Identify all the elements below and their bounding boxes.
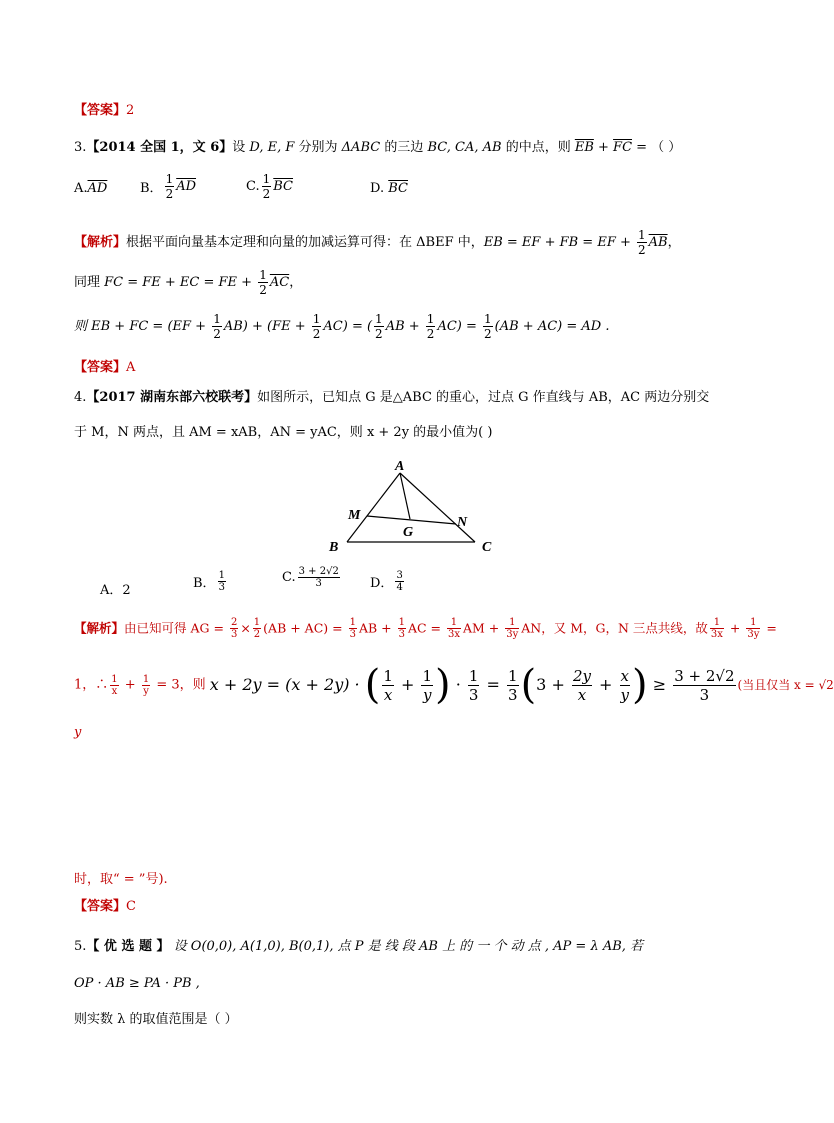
denominator: 2 <box>213 327 221 341</box>
solution-text: 时，取“ = ”号). <box>74 872 168 887</box>
fraction <box>230 617 238 640</box>
question-text: 的三边 <box>380 140 428 155</box>
option-label: D． <box>370 576 394 591</box>
solution-text: AC = <box>407 620 445 636</box>
question-vars: D, E, F <box>249 140 295 155</box>
operator: + <box>593 140 614 155</box>
vector-ac: $\overline{AC}$ <box>269 275 290 290</box>
question-triangle: ΔABC <box>341 140 381 155</box>
numerator: 1 <box>746 617 760 629</box>
question-number: 4. <box>74 390 87 405</box>
solution-text: 同理 <box>74 275 105 290</box>
fraction-third <box>218 570 226 593</box>
numerator: 1 <box>312 312 321 326</box>
fraction-half <box>165 172 175 201</box>
numerator: 1 <box>349 617 356 628</box>
option-label: B． <box>193 576 216 591</box>
question-number: 3. <box>74 140 87 155</box>
question-text: OP · AB ≥ PA · PB , <box>74 976 200 991</box>
solution-text: AM + <box>463 620 504 636</box>
denominator: 3x <box>710 629 723 640</box>
numerator: 1 <box>165 172 174 186</box>
denominator: 3x <box>447 629 460 640</box>
question-source: 【2017 湖南东部六校联考】 <box>86 390 258 405</box>
denominator: y <box>143 685 149 697</box>
denominator: 3 <box>218 582 225 593</box>
fraction <box>447 617 461 640</box>
answer-q4 <box>74 900 136 913</box>
numerator: 1 <box>398 617 405 628</box>
fraction <box>673 667 735 704</box>
solution-4-line-1 <box>74 617 777 640</box>
question-4-line-1 <box>74 391 709 404</box>
solution-text: = 3，则 <box>152 677 210 693</box>
answer-tag: 【答案】 <box>74 899 127 914</box>
fraction <box>398 617 406 640</box>
solution-equation: AB + <box>385 319 424 334</box>
numerator: 1 <box>710 617 724 629</box>
numerator: 1 <box>375 312 383 326</box>
fraction <box>110 674 118 697</box>
q4-option-a <box>100 579 131 598</box>
fraction <box>421 667 433 704</box>
solution-text: AB + <box>358 620 396 636</box>
solution-4-line-4 <box>74 873 168 886</box>
fraction <box>382 667 394 704</box>
option-vector: $\overline{BC}$ <box>273 179 294 194</box>
numerator: 1 <box>262 172 271 186</box>
operator: + <box>120 677 140 693</box>
fraction <box>710 617 724 640</box>
numerator: 2 <box>230 617 238 628</box>
denominator: 3 <box>230 629 238 640</box>
question-text: 设 <box>232 140 250 155</box>
vector-eb: $\overline{EB}$ <box>574 140 594 155</box>
denominator: 2 <box>312 327 321 341</box>
solution-text: 由已知可得 AG = <box>124 620 228 636</box>
numerator: 3 + 2√2 <box>674 666 735 685</box>
fraction <box>620 667 630 704</box>
fraction-half <box>483 312 493 341</box>
numerator: 1 <box>111 673 118 685</box>
numerator: 1 <box>638 228 646 242</box>
denominator: y <box>620 685 630 704</box>
fraction-option-d <box>395 570 403 593</box>
option-label: A. <box>74 181 88 196</box>
denominator: 3 <box>699 685 710 704</box>
denominator: 3 <box>315 578 322 589</box>
denominator: 3 <box>398 629 405 640</box>
answer-tag: 【答案】 <box>74 103 127 118</box>
solution-text: 1，∴ <box>74 677 109 693</box>
fraction-half <box>212 312 222 341</box>
question-5-line-1 <box>74 940 643 953</box>
operator: + <box>725 620 745 636</box>
q3-option-c <box>246 172 293 201</box>
label-m: M <box>348 508 361 523</box>
label-b: B <box>329 540 339 555</box>
answer-value: 2 <box>126 103 135 118</box>
numerator: 1 <box>484 312 492 326</box>
numerator: 1 <box>422 666 433 685</box>
answer-value: A <box>126 360 136 375</box>
numerator: 1 <box>259 268 267 282</box>
answer-tag: 【答案】 <box>74 360 127 375</box>
numerator: 1 <box>447 617 461 629</box>
solution-3-line-2: 同理 FC = FE + EC = FE + $\frac{1}{2}$ $\overline{AC}$， <box>74 268 303 297</box>
option-vector: $\overline{AD}$ <box>176 179 197 194</box>
fraction-option-c <box>298 566 340 589</box>
fraction <box>507 667 519 704</box>
numerator: 1 <box>426 312 435 326</box>
solution-text: (AB + AC) = <box>263 620 347 636</box>
fraction <box>746 617 760 640</box>
denominator: x <box>111 685 118 697</box>
fraction-half <box>258 268 268 297</box>
fraction <box>349 617 357 640</box>
denominator: 2 <box>375 327 383 341</box>
label-n: N <box>457 515 468 530</box>
denominator: 2 <box>165 187 174 201</box>
denominator: 4 <box>396 582 403 593</box>
question-text: 则实数 λ 的取值范围是（ ） <box>74 1012 238 1027</box>
option-label: C. <box>246 179 260 194</box>
denominator: 3y <box>747 629 760 640</box>
denominator: 3 <box>508 685 518 704</box>
question-number: 5. <box>74 939 87 954</box>
fraction-half <box>312 312 322 341</box>
solution-text: y <box>74 725 82 740</box>
question-text: 分别为 <box>294 140 342 155</box>
q4-option-b <box>193 570 228 593</box>
vector-ab: $\overline{AB}$ <box>648 235 668 250</box>
denominator: 3 <box>468 685 479 704</box>
paren-close: ) <box>435 662 451 708</box>
label-g: G <box>403 525 414 540</box>
solution-equation: x + 2y = (x + 2y) · <box>209 675 365 694</box>
fraction-half <box>374 312 384 341</box>
solution-equation: AB) + (FE + <box>223 319 310 334</box>
question-source: 【2014 全国 1，文 6】 <box>86 140 233 155</box>
numerator: 1 <box>218 570 225 581</box>
label-c: C <box>482 540 492 555</box>
option-label: C. <box>282 570 296 585</box>
q4-option-c <box>282 566 342 589</box>
solution-text: AN，又 M，G，N 三点共线，故 <box>521 620 708 636</box>
question-sides: BC, CA, AB <box>427 140 502 155</box>
denominator: 2 <box>262 187 271 201</box>
denominator: 3y <box>506 629 519 640</box>
denominator: y <box>423 685 432 704</box>
triangle-figure <box>325 455 500 560</box>
numerator: 1 <box>142 673 150 685</box>
question-text: 的中点，则 <box>501 140 575 155</box>
answer-value: C <box>126 899 136 914</box>
q3-option-d <box>370 181 408 196</box>
question-text: 于 M，N 两点，且 AM = xAB，AN = yAC，则 x + 2y 的最小值为( ) <box>74 425 493 440</box>
solution-tag: 【解析】 <box>74 620 125 636</box>
operator: × <box>240 620 251 636</box>
numerator: 2y <box>572 666 591 685</box>
question-4-line-2 <box>74 426 492 439</box>
fraction-half <box>426 312 436 341</box>
fraction <box>505 617 519 640</box>
option-text: A．2 <box>100 583 131 598</box>
numerator: 1 <box>468 666 479 685</box>
denominator: 3 <box>349 629 356 640</box>
fraction-half <box>637 228 647 257</box>
q4-option-d <box>370 570 406 593</box>
q3-option-b <box>140 172 196 201</box>
numerator: 3 <box>396 570 403 581</box>
q3-option-a <box>74 181 107 196</box>
solution-4-line-3 <box>74 726 81 739</box>
solution-3-line-3 <box>74 312 609 341</box>
fraction-half <box>262 172 272 201</box>
denominator: 2 <box>484 327 492 341</box>
operator: = <box>762 620 777 636</box>
question-source: 【 优 选 题 】 <box>86 939 170 954</box>
solution-equation: FC = FE + EC = FE + <box>104 275 257 290</box>
solution-equation: AC) = <box>437 319 482 334</box>
question-5-line-2 <box>74 977 200 990</box>
option-label: B． <box>140 181 163 196</box>
numerator: 1 <box>505 617 519 629</box>
answer-blank: = （ ） <box>632 140 682 155</box>
question-text: 设 O(0,0), A(1,0), B(0,1), 点 P 是 线 段 AB 上 的 一 个 动 点 , AP = λ AB, 若 <box>169 939 644 954</box>
solution-equation: 则 EB + FC = (EF + <box>74 319 211 334</box>
solution-note: (当且仅当 x = √2 <box>737 678 834 692</box>
denominator: 2 <box>426 327 435 341</box>
answer-q3 <box>74 361 135 374</box>
numerator: 1 <box>253 617 261 628</box>
option-label: D. <box>370 181 385 196</box>
fraction <box>468 667 480 704</box>
numerator: 1 <box>383 666 393 685</box>
numerator: 3 + 2√2 <box>298 566 339 577</box>
question-3 <box>74 141 681 154</box>
option-vector: $\overline{BC}$ <box>388 181 408 196</box>
solution-text: 根据平面向量基本定理和向量的加减运算可得：在 ΔBEF 中， <box>126 235 484 250</box>
denominator: 2 <box>253 629 261 640</box>
denominator: x <box>577 685 587 704</box>
numerator: 1 <box>508 666 518 685</box>
vector-fc: $\overline{FC}$ <box>613 140 633 155</box>
paren-open: ( <box>364 662 381 708</box>
solution-equation: AC) = ( <box>323 319 373 334</box>
numerator: x <box>620 666 630 685</box>
denominator: 2 <box>259 283 267 297</box>
fraction <box>253 617 261 640</box>
paren-close: ) <box>632 662 648 708</box>
fraction <box>572 667 592 704</box>
paren-open: ( <box>520 662 537 708</box>
solution-4-line-2: 1，∴ $\frac{1}{x}$ + $\frac{1}{y}$ = 3，则 x + 2y = (x + 2y) · ( $\frac{1}{x}$ + $\frac{1}{y}$ ) · $\frac{1}{3}$ = $\frac{1}{3}$ (3 + $\frac{2y}{x}$ + $\frac{x}{y}$ ) ≥ $\frac{3 + 2√2}{3}$ (当且仅当 x = √2 <box>74 662 834 708</box>
answer-q2 <box>74 104 134 117</box>
solution-3-line-1: 【解析】根据平面向量基本定理和向量的加减运算可得：在 ΔBEF 中，EB = EF + FB = EF + $\frac{1}{2}$ $\overline{AB}$， <box>74 228 681 257</box>
label-a: A <box>395 459 405 474</box>
question-5-line-3 <box>74 1013 238 1026</box>
median-ag <box>400 473 410 519</box>
denominator: x <box>383 685 393 704</box>
denominator: 2 <box>638 243 646 257</box>
line-mn <box>367 516 456 524</box>
solution-equation: EB = EF + FB = EF + <box>483 235 635 250</box>
solution-equation: (AB + AC) = AD . <box>494 319 610 334</box>
numerator: 1 <box>213 312 221 326</box>
question-text: 如图所示，已知点 G 是△ABC 的重心，过点 G 作直线与 AB，AC 两边分别交 <box>257 390 710 405</box>
fraction <box>142 674 150 697</box>
option-vector: $\overline{AD}$ <box>87 181 108 196</box>
solution-tag: 【解析】 <box>74 235 127 250</box>
